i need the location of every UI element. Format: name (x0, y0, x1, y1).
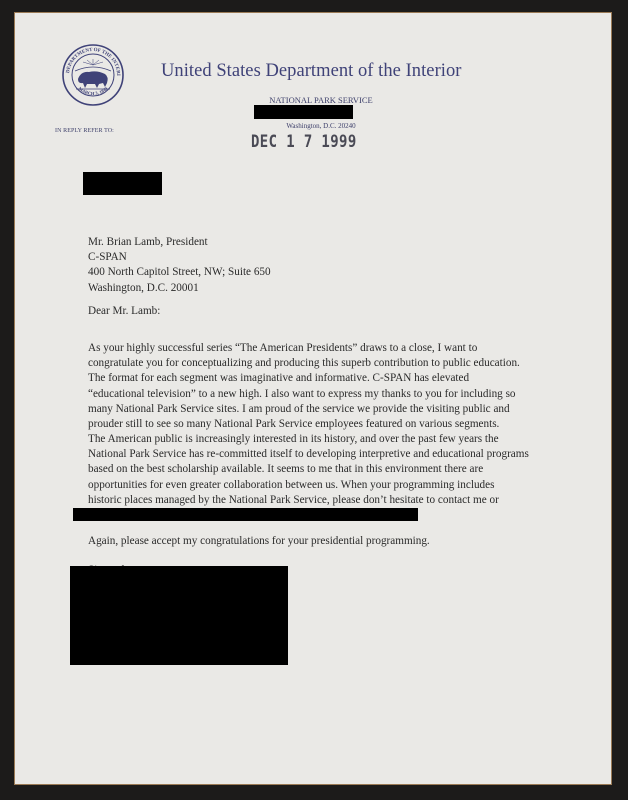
letter-page (15, 13, 611, 784)
recipient-line: 400 North Capitol Street, NW; Suite 650 (88, 266, 271, 279)
redaction-signature (70, 566, 288, 665)
interior-seal-icon (61, 43, 125, 107)
seal-text-bottom: MARCH 3, 1849 (77, 85, 109, 97)
paragraph-line: As your highly successful series “The American Presidents” draws to a close, I want to (88, 342, 478, 354)
seal-text-top: DEPARTMENT OF THE INTERI (66, 47, 121, 76)
svg-text:U.S. DEPARTMENT OF THE INTERIO (61, 43, 120, 76)
paragraph-line: The format for each segment was imaginative and informative. C-SPAN has elevated (88, 372, 470, 385)
svg-text:MARCH 3, 1849 (77, 85, 109, 96)
paragraph-line: The American public is increasingly interested in its history, and over the past few years the (88, 433, 499, 445)
salutation: Dear Mr. Lamb: (88, 305, 161, 317)
bureau-name: NATIONAL PARK SERVICE (269, 95, 373, 105)
paragraph-1 (88, 341, 520, 432)
paragraph-line: congratulate you for conceptualizing and producing this superb contribution to public education. (88, 357, 520, 370)
paragraph-line: “educational television” to a new high. I also want to express my thanks to you for including so (88, 387, 516, 400)
paragraph-line: many National Park Service sites. I am proud of the service we provide the visiting public and (88, 402, 510, 415)
redaction-contact-line (73, 508, 418, 521)
paragraph-2 (88, 432, 529, 508)
paragraph-line: National Park Service has re-committed itself to developing interpretive and educational programs (88, 448, 529, 461)
recipient-address (88, 235, 271, 296)
paragraph-line: based on the best scholarship available. It seems to me that in this environment there are (88, 463, 484, 476)
paragraph-line: historic places managed by the National Park Service, please don’t hesitate to contact me or (88, 493, 499, 506)
recipient-line: Washington, D.C. 20001 (88, 281, 199, 294)
redaction-file-code (83, 172, 162, 195)
agency-title: United States Department of the Interior (161, 61, 462, 81)
date-stamp: DEC 1 7 1999 (251, 132, 357, 152)
paragraph-line: opportunities for even greater collaboration between us. When your programming includes (88, 478, 495, 491)
closing-sentence: Again, please accept my congratulations for your presidential programming. (88, 535, 430, 547)
paragraph-line: prouder still to see so many National Park Service employees featured on various segments. (88, 418, 500, 431)
reply-refer-label: IN REPLY REFER TO: (55, 128, 114, 134)
recipient-line: C-SPAN (88, 251, 127, 264)
bureau-city: Washington, D.C. 20240 (286, 122, 356, 130)
recipient-line: Mr. Brian Lamb, President (88, 236, 208, 248)
redaction-office-code (254, 105, 353, 119)
